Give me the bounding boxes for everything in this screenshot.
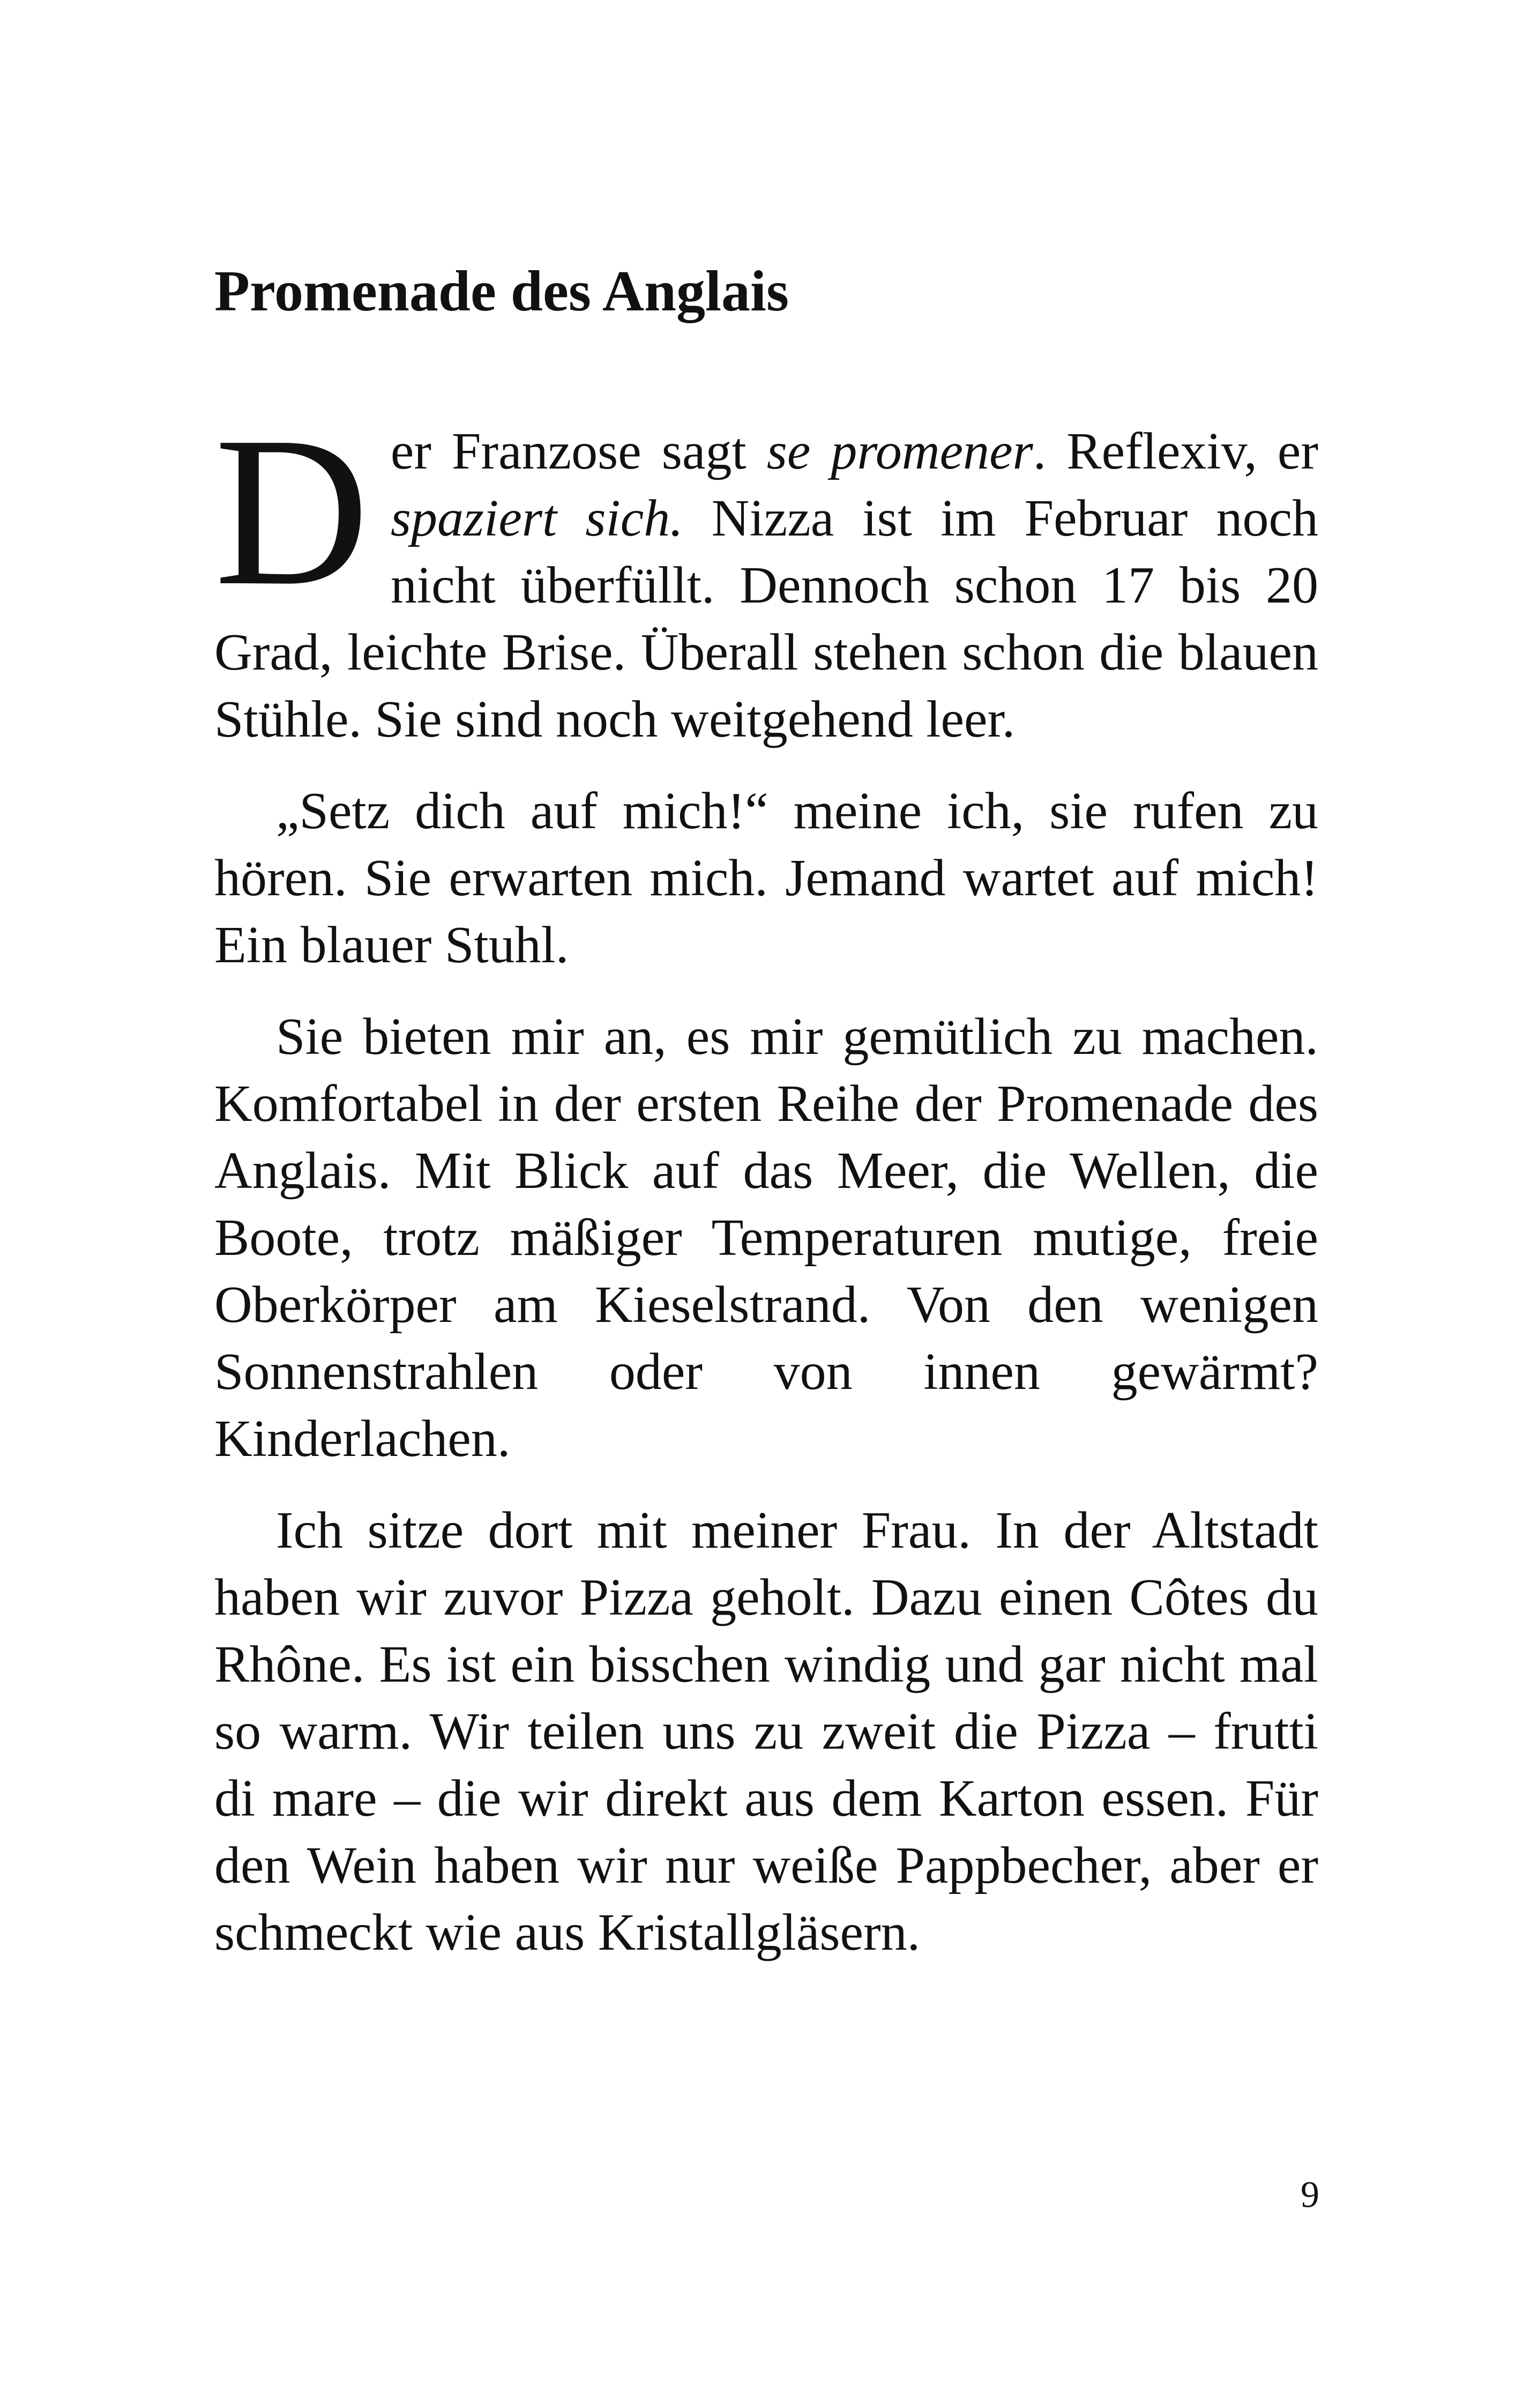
paragraph-2: „Setz dich auf mich!“ meine ich, sie rufen zu hören. Sie erwarten mich. Jemand wartet auf mich! Ein blauer Stuhl. bbox=[214, 782, 1318, 974]
paragraph-1-italic-1: se promener bbox=[766, 422, 1033, 480]
body-text bbox=[214, 392, 1318, 1991]
paragraph-1-text-2: . Reflexiv, er bbox=[1033, 422, 1318, 480]
page-number: 9 bbox=[1301, 2174, 1319, 2216]
paragraph-1-text-1: er Franzose sagt bbox=[390, 422, 767, 480]
paragraph-1-text-3: Nizza ist im Februar noch nicht überfüllt. Dennoch schon 17 bis 20 Grad, leichte Brise. Überall stehen schon die blauen Stühle. Sie sind noch weitgehend leer. bbox=[214, 489, 1318, 748]
paragraph-1 bbox=[214, 392, 1318, 753]
drop-cap: D bbox=[214, 392, 369, 630]
paragraph-4: Ich sitze dort mit meiner Frau. In der Altstadt haben wir zuvor Pizza geholt. Dazu einen Côtes du Rhône. Es ist ein bisschen windig und gar nicht mal so warm. Wir teilen uns zu zweit die Pizza – frutti di mare – die wir direkt aus dem Karton essen. Für den Wein haben wir nur weiße Pappbecher, aber er schmeckt wie aus Kristallgläsern. bbox=[214, 1502, 1318, 1961]
paragraph-1-italic-2: spaziert sich. bbox=[390, 489, 683, 547]
chapter-title: Promenade des Anglais bbox=[214, 259, 789, 323]
paragraph-3: Sie bieten mir an, es mir gemütlich zu machen. Komfortabel in der ersten Reihe der Promenade des Anglais. Mit Blick auf das Meer, die Wellen, die Boote, trotz mäßiger Temperaturen mutige, freie Oberkörper am Kieselstrand. Von den wenigen Sonnenstrahlen oder von innen gewärmt? Kinderlachen. bbox=[214, 1008, 1318, 1468]
